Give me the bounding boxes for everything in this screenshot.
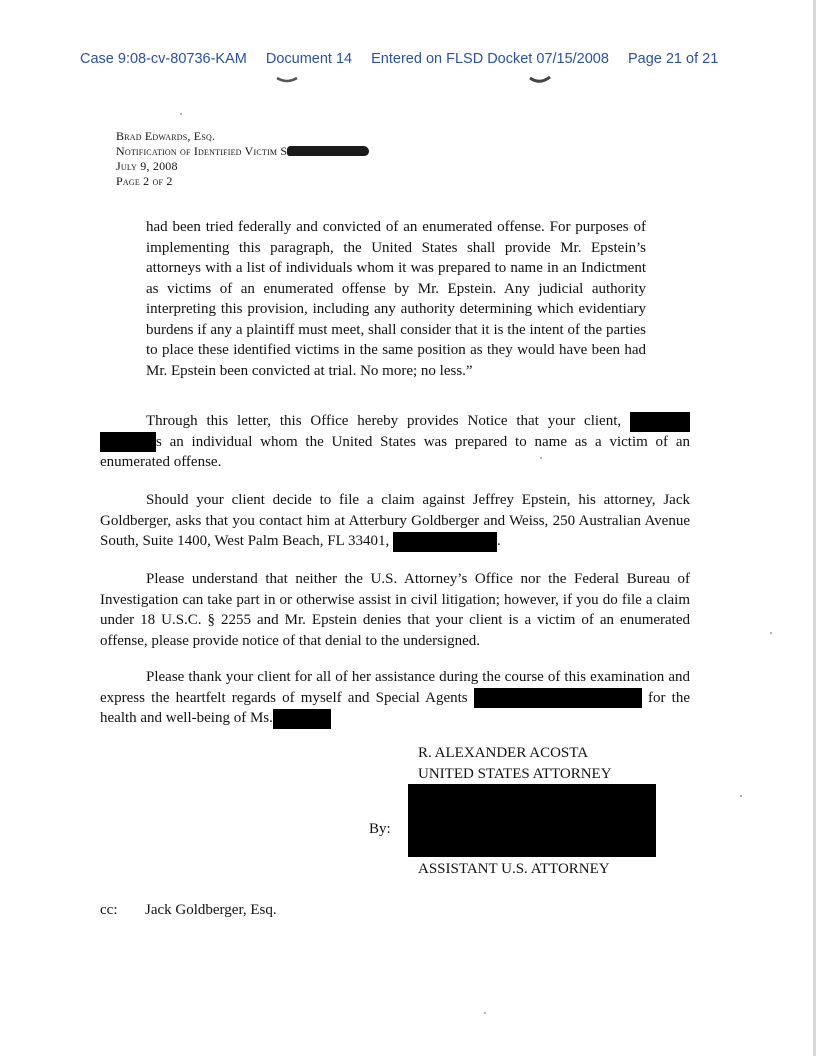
by-label: By: [369, 821, 391, 837]
redaction [474, 688, 642, 708]
redaction [393, 532, 497, 552]
thanks-text-cont: for the health and well-being of Ms. [100, 689, 691, 727]
understand-text: Please understand that neither the U.S. Attorney’s Office nor the Federal Bureau of Investigation can take part in or otherwise assist in civil litigation; however, if you do file a claim under 18 U.S.C. § 2255 and Mr. Epstein denies that your client is a victim of an enumerated offense, please provide notice of that denial to the undersigned. [100, 571, 690, 649]
scan-speck [180, 113, 182, 115]
contact-text: Should your client decide to file a claim against Jeffrey Epstein, his attorney, Jack Goldberger, asks that you contact him at Atterbury Goldberger and Weiss, 250 Australian Avenue South, Suite 1400, West Palm Beach, FL 33401, [100, 492, 690, 549]
cc-label: cc: [100, 902, 118, 918]
binder-hole-mark [529, 76, 551, 85]
notice-text: Through this letter, this Office hereby provides Notice that your client, [146, 413, 622, 429]
redaction [287, 146, 369, 156]
scan-speck [540, 457, 542, 459]
recipient-line: Brad Edwards, Esq. [116, 129, 216, 143]
page-number: Page 21 of 21 [627, 51, 719, 67]
understand-paragraph [100, 569, 690, 651]
contact-paragraph [100, 490, 690, 552]
cc-recipient: Jack Goldberger, Esq. [145, 902, 277, 918]
signatory-title: ASSISTANT U.S. ATTORNEY [418, 861, 610, 877]
subject-line [116, 144, 369, 159]
subject-text: Notification of Identified Victim S [116, 144, 288, 158]
document-number: Document 14 [265, 51, 353, 67]
redaction [630, 412, 690, 432]
cc-line [100, 902, 277, 919]
letterhead-block [116, 129, 369, 189]
page-line: Page 2 of 2 [116, 174, 173, 188]
binder-hole-mark [276, 76, 298, 84]
notice-paragraph [100, 411, 690, 473]
signature-block [418, 743, 612, 784]
scan-speck [770, 632, 772, 634]
notice-text-cont: s an individual whom the United States was prepared to name as a victim of an enumerated offense. [100, 433, 690, 471]
scan-speck [484, 1012, 486, 1014]
court-filing-header [80, 51, 740, 67]
redaction [100, 432, 156, 452]
case-number: Case 9:08-cv-80736-KAM [80, 51, 247, 67]
scan-speck [740, 795, 742, 797]
contact-text-end: . [496, 533, 501, 549]
thanks-paragraph [100, 667, 690, 729]
signature-redaction [408, 784, 656, 857]
quoted-paragraph: had been tried federally and convicted of an enumerated offense. For purposes of implementing this paragraph, the United States shall provide Mr. Epstein’s attorneys with a list of individuals whom it was prepared to name in an Indictment as victims of an enumerated offense by Mr. Epstein. Any judicial authority interpreting this provision, including any authority determining which evidentiary burdens if any a plaintiff must meet, shall consider that it is the intent of the parties to place these identified victims in the same position as they would have been had Mr. Epstein been convicted at trial. No more; no less.” [146, 219, 646, 379]
date-line: July 9, 2008 [116, 159, 178, 173]
signatory-name: R. ALEXANDER ACOSTA [418, 745, 589, 761]
docket-entry: Entered on FLSD Docket 07/15/2008 [371, 51, 609, 67]
redaction [273, 709, 331, 729]
signatory-office: UNITED STATES ATTORNEY [418, 765, 612, 782]
thanks-text: Please thank your client for all of her assistance during the course of this examination and express the heartfelt regards of myself and Special Agents [100, 669, 690, 706]
